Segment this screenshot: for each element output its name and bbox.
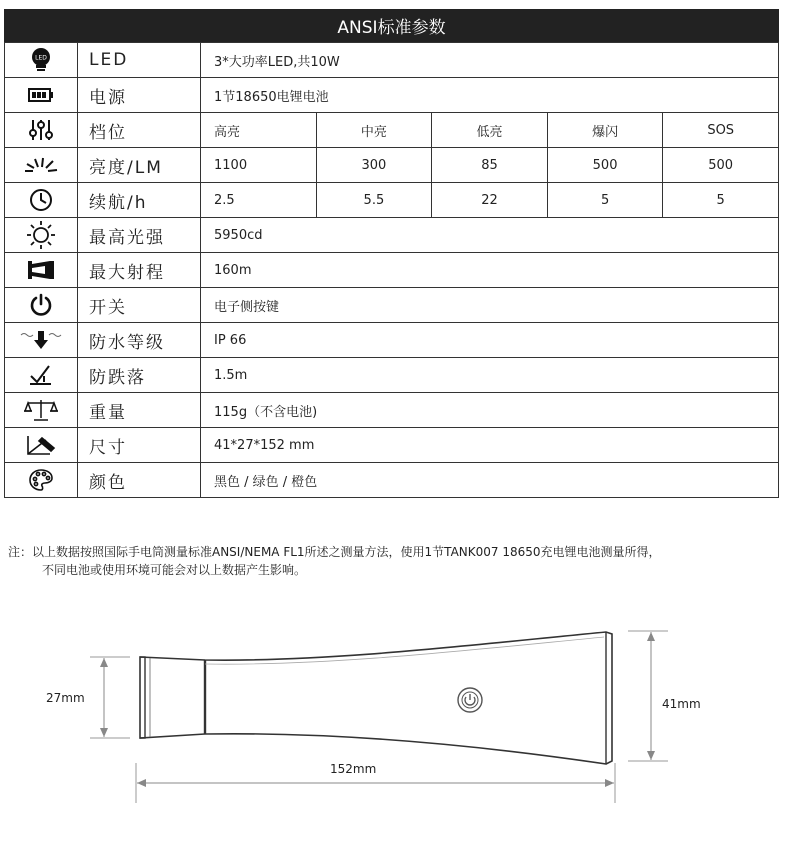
ruler-square-icon bbox=[5, 428, 78, 463]
flashlight-drawing bbox=[0, 620, 790, 820]
brightness-cell: 500 bbox=[547, 148, 663, 183]
table-row bbox=[5, 43, 779, 78]
svg-text:LED: LED bbox=[35, 54, 47, 62]
row-value: 黑色 / 绿色 / 橙色 bbox=[201, 463, 779, 498]
runtime-cell: 5 bbox=[663, 183, 779, 218]
dimension-label-right-height: 41mm bbox=[662, 697, 701, 711]
table-row bbox=[5, 183, 779, 218]
row-value: 3*大功率LED,共10W bbox=[201, 43, 779, 78]
clock-icon bbox=[5, 183, 78, 218]
runtime-cell: 5 bbox=[547, 183, 663, 218]
row-value: 1节18650电锂电池 bbox=[201, 78, 779, 113]
drop-test-icon bbox=[5, 358, 78, 393]
table-row bbox=[5, 78, 779, 113]
row-value: 41*27*152 mm bbox=[201, 428, 779, 463]
note-line: 不同电池或使用环境可能会对以上数据产生影响。 bbox=[42, 563, 307, 577]
table-row bbox=[5, 253, 779, 288]
brightness-cell: 85 bbox=[432, 148, 548, 183]
power-icon bbox=[5, 288, 78, 323]
table-row bbox=[5, 148, 779, 183]
sun-icon bbox=[5, 218, 78, 253]
row-value: 1.5m bbox=[201, 358, 779, 393]
palette-icon bbox=[5, 463, 78, 498]
row-value: IP 66 bbox=[201, 323, 779, 358]
table-row bbox=[5, 288, 779, 323]
measurement-note bbox=[8, 543, 783, 579]
beam-distance-icon bbox=[5, 253, 78, 288]
row-value: 5950cd bbox=[201, 218, 779, 253]
mode-cell: 爆闪 bbox=[547, 113, 663, 148]
mode-cell: 中亮 bbox=[316, 113, 432, 148]
flashlight-dimension-diagram bbox=[0, 620, 790, 820]
table-row bbox=[5, 218, 779, 253]
sliders-icon bbox=[5, 113, 78, 148]
scale-icon bbox=[5, 393, 78, 428]
row-label: 最高光强 bbox=[78, 218, 201, 253]
waterproof-icon bbox=[5, 323, 78, 358]
row-label: 开关 bbox=[78, 288, 201, 323]
row-label: 亮度/LM bbox=[78, 148, 201, 183]
table-row bbox=[5, 393, 779, 428]
table-row bbox=[5, 358, 779, 393]
brightness-cell: 300 bbox=[316, 148, 432, 183]
row-label: LED bbox=[78, 43, 201, 78]
brightness-cell: 500 bbox=[663, 148, 779, 183]
mode-cell: SOS bbox=[663, 113, 779, 148]
row-label: 档位 bbox=[78, 113, 201, 148]
brightness-rays-icon bbox=[5, 148, 78, 183]
spec-table bbox=[4, 42, 779, 498]
spec-title: ANSI标准参数 bbox=[4, 9, 779, 42]
row-value: 电子侧按键 bbox=[201, 288, 779, 323]
dimension-label-left-height: 27mm bbox=[46, 691, 85, 705]
note-line: 注：以上数据按照国际手电筒测量标准ANSI/NEMA FL1所述之测量方法，使用1节TANK007 18650充电锂电池测量所得， bbox=[8, 545, 661, 559]
row-label: 续航/h bbox=[78, 183, 201, 218]
runtime-cell: 22 bbox=[432, 183, 548, 218]
mode-cell: 低亮 bbox=[432, 113, 548, 148]
row-label: 防水等级 bbox=[78, 323, 201, 358]
table-row bbox=[5, 463, 779, 498]
row-label: 重量 bbox=[78, 393, 201, 428]
table-row bbox=[5, 113, 779, 148]
led-bulb-icon bbox=[5, 43, 78, 78]
row-label: 颜色 bbox=[78, 463, 201, 498]
dimension-label-length: 152mm bbox=[330, 762, 377, 776]
table-row bbox=[5, 428, 779, 463]
row-label: 电源 bbox=[78, 78, 201, 113]
row-value: 160m bbox=[201, 253, 779, 288]
mode-cell: 高亮 bbox=[201, 113, 317, 148]
row-label: 防跌落 bbox=[78, 358, 201, 393]
row-label: 尺寸 bbox=[78, 428, 201, 463]
table-row bbox=[5, 323, 779, 358]
row-value: 115g（不含电池) bbox=[201, 393, 779, 428]
runtime-cell: 5.5 bbox=[316, 183, 432, 218]
brightness-cell: 1100 bbox=[201, 148, 317, 183]
row-label: 最大射程 bbox=[78, 253, 201, 288]
battery-icon bbox=[5, 78, 78, 113]
runtime-cell: 2.5 bbox=[201, 183, 317, 218]
